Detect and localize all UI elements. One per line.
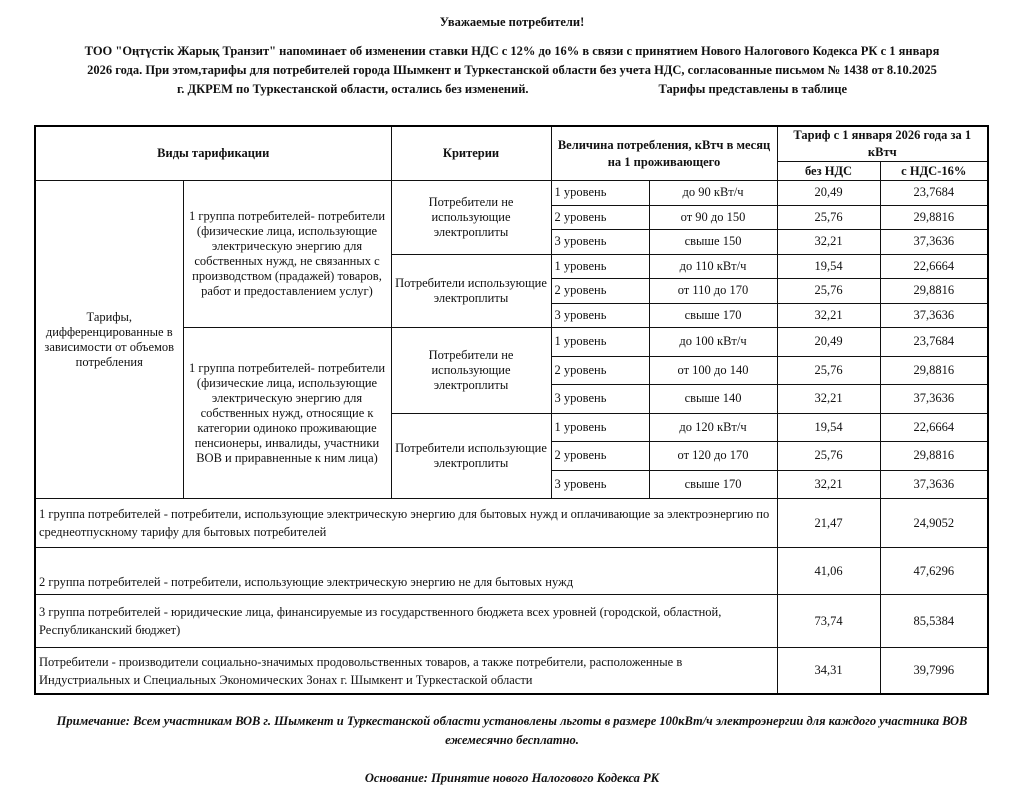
criteria-cell: Потребители не использующие электроплиты (391, 328, 551, 414)
price-with-vat: 22,6664 (880, 254, 988, 279)
price-no-vat: 20,49 (777, 181, 880, 206)
range-cell: свыше 150 (649, 230, 777, 255)
greeting-heading: Уважаемые потребители! (439, 15, 585, 29)
range-cell: от 120 до 170 (649, 442, 777, 471)
price-with-vat: 85,5384 (880, 595, 988, 648)
criteria-cell: Потребители использующие электроплиты (391, 413, 551, 499)
level-cell: 3 уровень (551, 470, 649, 499)
note-paragraph: Примечание: Всем участникам ВОВ г. Шымкент и Туркестанской области установлены льготы в размере 100кВт/ч электроэнергии для каждого участника ВОВ ежемесячно бесплатно. (56, 714, 968, 747)
price-no-vat: 32,21 (777, 230, 880, 255)
price-with-vat: 29,8816 (880, 442, 988, 471)
price-no-vat: 32,21 (777, 303, 880, 328)
level-cell: 3 уровень (551, 230, 649, 255)
range-cell: свыше 170 (649, 303, 777, 328)
price-no-vat: 32,21 (777, 470, 880, 499)
price-with-vat: 37,3636 (880, 303, 988, 328)
flat-row-description: Потребители - производители социально-значимых продовольственных товаров, а также потребители, расположенные в Индустриальных и Специальных Экономических Зонах г. Шымкент и Туркестаской области (35, 648, 777, 695)
level-cell: 2 уровень (551, 279, 649, 304)
price-with-vat: 23,7684 (880, 181, 988, 206)
level-cell: 1 уровень (551, 254, 649, 279)
header-no-vat: без НДС (777, 162, 880, 181)
range-cell: до 120 кВт/ч (649, 413, 777, 442)
intro-line-3: г. ДКРЕМ по Туркестанской области, остались без изменений. (176, 82, 529, 96)
level-cell: 1 уровень (551, 181, 649, 206)
price-no-vat: 25,76 (777, 205, 880, 230)
price-no-vat: 25,76 (777, 442, 880, 471)
flat-row-description: 2 группа потребителей - потребители, использующие электрическую энергию не для бытовых нужд (35, 548, 777, 595)
range-cell: до 110 кВт/ч (649, 254, 777, 279)
level-cell: 2 уровень (551, 356, 649, 385)
criteria-cell: Потребители не использующие электроплиты (391, 181, 551, 255)
intro-table-reference: Тарифы представлены в таблице (658, 82, 848, 96)
header-criteria: Критерии (391, 126, 551, 181)
price-with-vat: 37,3636 (880, 470, 988, 499)
intro-paragraph (30, 42, 994, 99)
range-cell: свыше 140 (649, 385, 777, 414)
range-cell: от 100 до 140 (649, 356, 777, 385)
price-no-vat: 73,74 (777, 595, 880, 648)
price-with-vat: 39,7996 (880, 648, 988, 695)
price-no-vat: 20,49 (777, 328, 880, 357)
flat-row-description: 3 группа потребителей - юридические лица, финансируемые из государственного бюджета всех уровней (городской, областной, Республиканский бюджет) (35, 595, 777, 648)
price-with-vat: 29,8816 (880, 279, 988, 304)
price-with-vat: 24,9052 (880, 499, 988, 548)
level-cell: 1 уровень (551, 328, 649, 357)
basis-paragraph: Основание: Принятие нового Налогового Кодекса РК (364, 771, 660, 785)
range-cell: до 90 кВт/ч (649, 181, 777, 206)
range-cell: до 100 кВт/ч (649, 328, 777, 357)
price-with-vat: 22,6664 (880, 413, 988, 442)
range-cell: свыше 170 (649, 470, 777, 499)
price-no-vat: 41,06 (777, 548, 880, 595)
price-with-vat: 29,8816 (880, 356, 988, 385)
level-cell: 1 уровень (551, 413, 649, 442)
price-with-vat: 23,7684 (880, 328, 988, 357)
price-no-vat: 19,54 (777, 413, 880, 442)
intro-line-1: ТОО "Оңтүстік Жарық Транзит" напоминает об изменении ставки НДС с 12% до 16% в связи с принятием Нового Налогового Кодекса РК с 1 января (84, 44, 940, 58)
price-no-vat: 25,76 (777, 356, 880, 385)
price-no-vat: 25,76 (777, 279, 880, 304)
group-description: 1 группа потребителей- потребители (физические лица, использующие электрическую энергию для собственных нужд, не связанных с производством (прадажей) товаров, работ и предоставлением услуг) (183, 181, 391, 328)
flat-row-description: 1 группа потребителей - потребители, использующие электрическую энергию для бытовых нужд и оплачивающие за электроэнергию по среднеотпускному тарифу для бытовых потребителей (35, 499, 777, 548)
range-cell: от 110 до 170 (649, 279, 777, 304)
price-with-vat: 37,3636 (880, 385, 988, 414)
range-cell: от 90 до 150 (649, 205, 777, 230)
level-cell: 2 уровень (551, 442, 649, 471)
level-cell: 2 уровень (551, 205, 649, 230)
price-with-vat: 29,8816 (880, 205, 988, 230)
group-description: 1 группа потребителей- потребители (физические лица, использующие электрическую энергию для собственных нужд, относящие к категории одиноко проживающие пенсионеры, инвалиды, участники ВОВ и приравненные к ним лица) (183, 328, 391, 499)
header-with-vat: с НДС-16% (880, 162, 988, 181)
level-cell: 3 уровень (551, 385, 649, 414)
header-tariff-types: Виды тарификации (35, 126, 391, 181)
main-category-cell: Тарифы, дифференцированные в зависимости от объемов потребления (35, 181, 183, 499)
intro-line-2: 2026 года. При этом,тарифы для потребителей города Шымкент и Туркестанской области без учета НДС, согласованные письмом № 1438 от 8.10.2025 (87, 63, 937, 77)
criteria-cell: Потребители использующие электроплиты (391, 254, 551, 328)
price-no-vat: 34,31 (777, 648, 880, 695)
price-no-vat: 19,54 (777, 254, 880, 279)
header-consumption: Величина потребления, кВтч в месяц на 1 проживающего (551, 126, 777, 181)
tariff-table (34, 125, 989, 695)
price-no-vat: 32,21 (777, 385, 880, 414)
header-tariff: Тариф с 1 января 2026 года за 1 кВтч (777, 126, 988, 162)
price-no-vat: 21,47 (777, 499, 880, 548)
level-cell: 3 уровень (551, 303, 649, 328)
price-with-vat: 37,3636 (880, 230, 988, 255)
price-with-vat: 47,6296 (880, 548, 988, 595)
